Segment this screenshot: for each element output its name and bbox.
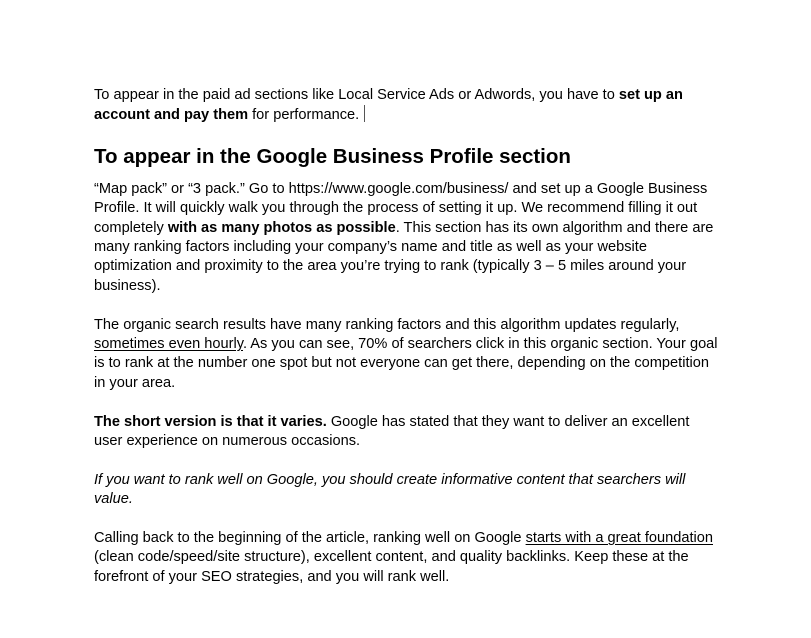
organic-text-2: . As you can see, 70% of searchers click in this organic section. Your goal is to rank at the number one spot but not everyone can get there, depending on the competition in your area. (94, 336, 718, 391)
organic-paragraph[interactable] (94, 316, 719, 394)
short-version-bold-text: The short version is that it varies. (94, 413, 327, 430)
gbp-text-1: “Map pack” or “3 pack.” Go to https://www.google.com/business/ and set up a Google Business Profile. It will quickly walk you through the process of setting it up. We recommend filling it out completely (94, 180, 708, 236)
intro-paragraph[interactable] (94, 86, 719, 126)
closing-text-1: Calling back to the beginning of the article, ranking well on Google (94, 530, 526, 547)
document-body (94, 86, 719, 587)
intro-text-1: To appear in the paid ad sections like Local Service Ads or Adwords, you have to (94, 87, 619, 103)
organic-text-1: The organic search results have many ranking factors and this algorithm updates regularly, (94, 316, 680, 333)
section-heading: To appear in the Google Business Profile section (94, 144, 571, 168)
gbp-text-2: . This section has its own algorithm and there are many ranking factors including your company’s name and title as well as your website optimization and proximity to the area you’re trying to rank (typically 3 – 5 miles around your business). (94, 219, 714, 294)
gbp-paragraph[interactable] (94, 180, 719, 296)
hourly-link[interactable]: sometimes even hourly (94, 336, 243, 353)
short-version-paragraph[interactable] (94, 413, 719, 452)
text-cursor (364, 105, 365, 122)
short-version-text: Google has stated that they want to deliver an excellent user experience on numerous occasions. (94, 413, 690, 450)
gbp-bold-text: with as many photos as possible (167, 219, 396, 236)
closing-text-2: (clean code/speed/site structure), excellent content, and quality backlinks. Keep these at the forefront of your SEO strategies, and you will rank well. (94, 549, 689, 585)
foundation-link[interactable]: starts with a great foundation (525, 530, 713, 547)
closing-paragraph[interactable] (94, 529, 719, 587)
intro-text-2: for performance. (248, 107, 360, 124)
italic-paragraph[interactable] (94, 471, 719, 510)
italic-text: If you want to rank well on Google, you should create informative content that searchers will value. (94, 471, 686, 508)
intro-bold-text: set up an account and pay them (94, 87, 683, 124)
